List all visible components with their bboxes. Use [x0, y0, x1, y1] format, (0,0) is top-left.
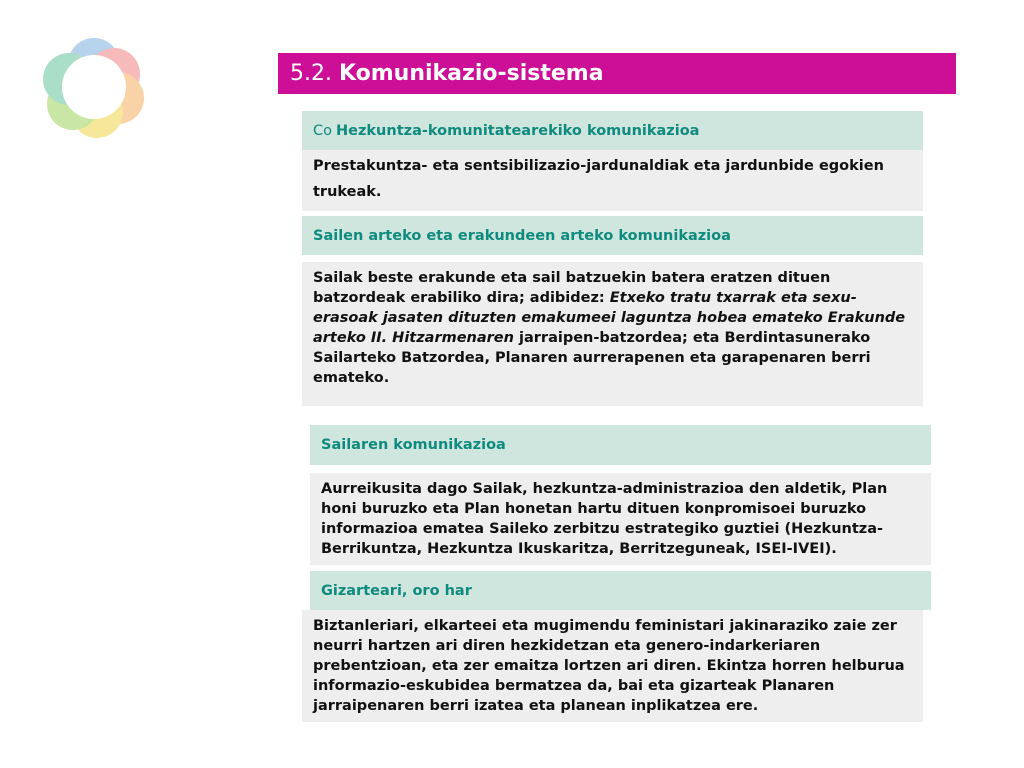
section-heading-label: Hezkuntza-komunitatearekiko komunikazioa — [336, 122, 700, 139]
section-body-society: Biztanleriari, elkarteei eta mugimendu feministari jakinaraziko zaie zer neurri hartzen ari diren hezkidetzan eta genero-indarkeriaren prebentzioan, eta zer emaitza lortzen ari diren. Ekintza horren helburua informazio-eskubidea bermatzea da, bai eta gizarteak Planaren jarraipenaren berri izatea eta planean inplikatzea ere. — [302, 610, 923, 722]
color-wheel-logo-icon — [31, 24, 157, 150]
body-text-agreement-title: Etxeko tratu txarrak eta sexu-erasoak jasaten dituzten emakumeei laguntza hobea emateko Erakunde arteko II. Hitzarmenaren — [313, 290, 906, 346]
section-body-inter-department — [302, 262, 923, 406]
section-heading-prefix: Co — [313, 122, 332, 139]
section-body-education-community: Prestakuntza- eta sentsibilizazio-jardunaldiak eta jardunbide egokien trukeak. — [302, 150, 923, 211]
page-title-bar — [278, 53, 956, 94]
section-heading-inter-department: Sailen arteko eta erakundeen arteko komunikazioa — [302, 216, 923, 255]
body-text-outro: jarraipen-batzordea; eta Berdintasunerako Sailarteko Batzordea, Planaren aurrerapenen eta garapenaren berri emateko. — [313, 330, 871, 386]
section-body-department: Aurreikusita dago Sailak, hezkuntza-administrazioa den aldetik, Plan honi buruzko eta Plan honetan hartu dituen konpromisoei buruzko informazioa ematea Saileko zerbitzu estrategiko guztiei (Hezkuntza-Berrikuntza, Hezkuntza Ikuskaritza, Berritzeguneak, ISEI-IVEI). — [310, 473, 931, 565]
section-heading-department: Sailaren komunikazioa — [310, 425, 931, 465]
body-text-intro: Sailak beste erakunde eta sail batzuekin batera eratzen dituen batzordeak erabiliko dira; adibidez: — [313, 270, 831, 306]
section-heading-society: Gizarteari, oro har — [310, 571, 931, 610]
title-number: 5.2. — [290, 61, 332, 86]
section-heading-education-community — [302, 111, 923, 150]
page-title: Komunikazio-sistema — [338, 61, 604, 86]
